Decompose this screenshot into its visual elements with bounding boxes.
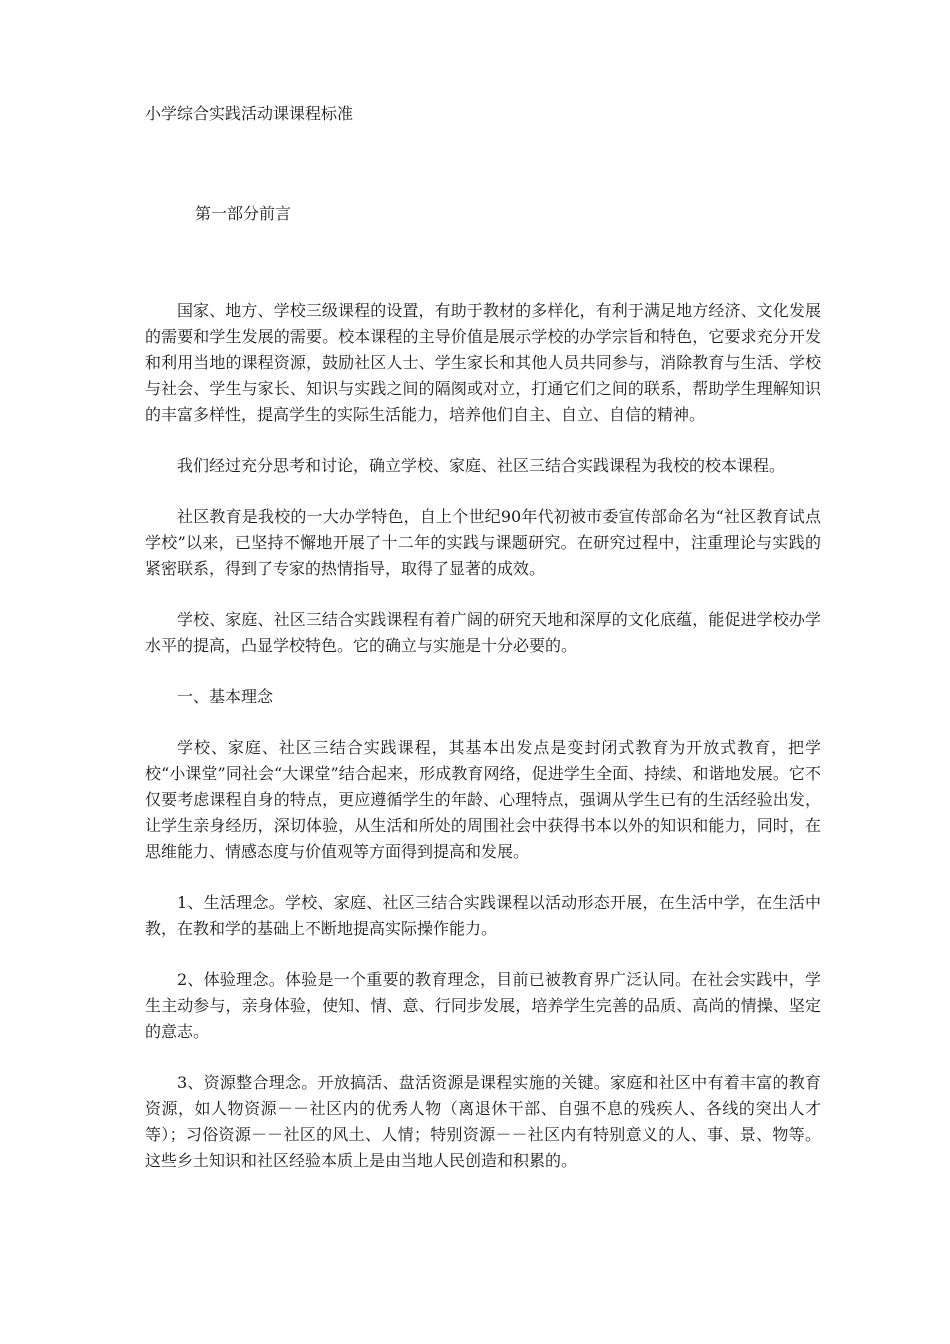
paragraph-intro: 国家、地方、学校三级课程的设置，有助于教材的多样化，有利于满足地方经济、文化发展的需要和学生发展的需要。校本课程的主导价值是展示学校的办学宗旨和特色，它要求充分开发和利用当地的课程资源，鼓励社区人士、学生家长和其他人员共同参与，消除教育与生活、学校与社会、学生与家长、知识与实践之间的隔阂或对立，打通它们之间的联系，帮助学生理解知识的丰富多样性，提高学生的实际生活能力，培养他们自主、自立、自信的精神。 (145, 301, 821, 424)
paragraph-community-education: 社区教育是我校的一大办学特色，自上个世纪90年代初被市委宣传部命名为“社区教育试点学校”以来，已坚持不懈地开展了十二年的实践与课题研究。在研究过程中，注重理论与实践的紧密联系，得到了专家的热情指导，取得了显著的成效。 (145, 507, 821, 578)
document-body (145, 298, 821, 1199)
paragraph-experience-concept: 2、体验理念。体验是一个重要的教育理念，目前已被教育界广泛认同。在社会实践中，学生主动参与，亲身体验，使知、情、意、行同步发展，培养学生完善的品质、高尚的情操、坚定的意志。 (145, 970, 821, 1041)
paragraph-life-concept: 1、生活理念。学校、家庭、社区三结合实践课程以活动形态开展，在生活中学，在生活中教，在教和学的基础上不断地提高实际操作能力。 (145, 893, 821, 938)
section-heading-basic-concepts: 一、基本理念 (177, 687, 274, 706)
paragraph-course-decision: 我们经过充分思考和讨论，确立学校、家庭、社区三结合实践课程为我校的校本课程。 (177, 456, 786, 475)
paragraph-resource-integration: 3、资源整合理念。开放搞活、盘活资源是课程实施的关键。家庭和社区中有着丰富的教育资源，如人物资源－－社区内的优秀人物（离退休干部、自强不息的残疾人、各线的突出人才等）；习俗资源－－社区的风土、人情；特别资源－－社区内有特别意义的人、事、景、物等。这些乡土知识和社区经验本质上是由当地人民创造和积累的。 (145, 1073, 821, 1170)
document-title: 小学综合实践活动课课程标准 (145, 104, 354, 123)
paragraph-necessity: 学校、家庭、社区三结合实践课程有着广阔的研究天地和深厚的文化底蕴，能促进学校办学水平的提高，凸显学校特色。它的确立与实施是十分必要的。 (145, 610, 821, 655)
paragraph-basic-concepts: 学校、家庭、社区三结合实践课程，其基本出发点是变封闭式教育为开放式教育，把学校“小课堂”同社会“大课堂”结合起来，形成教育网络，促进学生全面、持续、和谐地发展。它不仅要考虑课程自身的特点，更应遵循学生的年龄、心理特点，强调从学生已有的生活经验出发，让学生亲身经历，深切体验，从生活和所处的周围社会中获得书本以外的知识和能力，同时，在思维能力、情感态度与价值观等方面得到提高和发展。 (145, 738, 821, 861)
part-heading: 第一部分前言 (195, 204, 292, 223)
